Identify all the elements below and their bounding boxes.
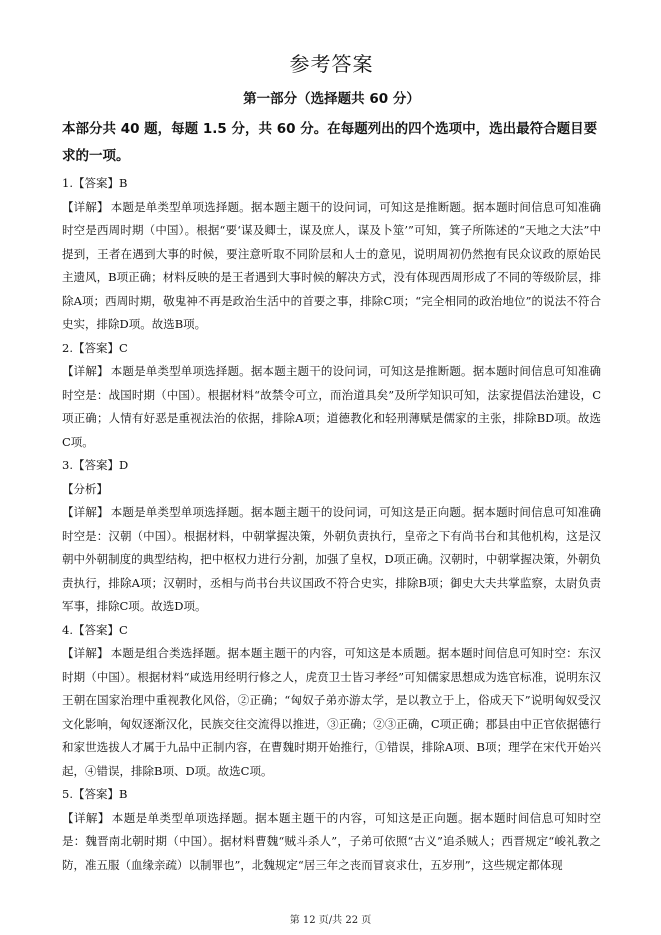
detail-5 [62, 807, 601, 878]
analysis-label-3: 【分析】 [62, 481, 108, 496]
answer-2: 2.【答案】C [62, 340, 128, 355]
detail-label-3: 【详解】 [62, 505, 109, 519]
detail-text-2: 本题是单类型单项选择题。据本题主题干的设问词，可知这是推断题。据本题时间信息可知准确时空是：战国时期（中国）。根据材料“故禁令可立，而治道具矣”及所学知识可知，法家提倡法治建设，C项正确；人情有好恶是重视法治的依据，排除A项；道德教化和轻刑薄赋是儒家的主张，排除BD项。故选C项。 [62, 364, 602, 449]
detail-2 [62, 360, 601, 454]
detail-label-5: 【详解】 [62, 810, 110, 825]
section-title: 第一部分（选择题共 60 分） [243, 91, 420, 107]
detail-text-1: 本题是单类型单项选择题。据本题主题干的设问词，可知这是推断题。据本题时间信息可知准确时空是西周时期（中国）。根据“要‘谋及卿士，谋及庶人，谋及卜筮’”可知，箕子所陈述的“天地之大法”中提到，王者在遇到大事的时候，要注意听取不同阶层和人士的意见，说明周初仍然抱有民众议政的原始民主遗风，B项正确；材料反映的是王者遇到大事时候的解决方式，没有体现西周形成了不同的等级阶层，排除A项；西周时期，敬鬼神不再是政治生活中的首要之事，排除C项；“完全相同的政治地位”的说法不符合史实，排除D项。故选B项。 [62, 199, 602, 331]
answer-5: 5.【答案】B [62, 787, 128, 801]
detail-text-5: 本题是单类型单项选择题。据本题主题干的内容，可知这是正向题。据本题时间信息可知时空是：魏晋南北朝时期（中国）。据材料曹魏“贼斗杀人”，子弟可依照“古义”追杀贼人；西晋规定“峻礼教之防，准五服（血缘亲疏）以制罪也”，北魏规定“居三年之丧而冒哀求仕，五岁刑”，这些规定都体现 [62, 810, 602, 872]
detail-3 [62, 501, 601, 619]
detail-1 [62, 196, 601, 337]
page-footer: 第 12 页/共 22 页 [289, 915, 372, 926]
detail-label-2: 【详解】 [62, 364, 109, 378]
detail-label-1: 【详解】 [62, 199, 109, 214]
instructions: 本部分共 40 题，每题 1.5 分，共 60 分。在每题列出的四个选项中，选出最符合题目要求的一项。 [62, 121, 598, 164]
detail-text-3: 本题是单类型单项选择题。据本题主题干的设问词，可知这是正向题。据本题时间信息可知准确时空是：汉朝（中国）。根据材料，中朝掌握决策，外朝负责执行，皇帝之下有尚书台和其他机构，这是汉朝中外朝制度的典型结构，把中枢权力进行分割，加强了皇权，D项正确。汉朝时，中朝掌握决策，外朝负责执行，排除A项；汉朝时，丞相与尚书台共议国政不符合史实，排除B项；御史大夫共掌监察，太尉负责军事，排除C项。故选D项。 [62, 505, 602, 613]
detail-label-4: 【详解】 [62, 646, 109, 660]
detail-4 [62, 642, 601, 783]
page-title: 参考答案 [289, 52, 374, 76]
answer-3: 3.【答案】D [62, 458, 129, 472]
answer-1: 1.【答案】B [62, 176, 128, 190]
answer-4: 4.【答案】C [62, 622, 128, 637]
detail-text-4: 本题是组合类选择题。据本题主题干的内容，可知这是本质题。据本题时间信息可知时空：东汉时期（中国）。根据材料“咸选用经明行修之人，虎贲卫士皆习孝经”可知儒家思想成为选官标准，说明东汉王朝在国家治理中重视教化风俗，②正确；“匈奴子弟亦游太学，是以教立于上，俗成天下”说明匈奴受汉文化影响，匈奴逐渐汉化，民族交往交流得以推进，③正确；②③正确，C项正确；郡县由中正官依据德行和家世选拔人才属于九品中正制内容，在曹魏时期开始推行，①错误，排除A项、B项；理学在宋代开始兴起，④错误，排除B项、D项。故选C项。 [62, 646, 602, 778]
